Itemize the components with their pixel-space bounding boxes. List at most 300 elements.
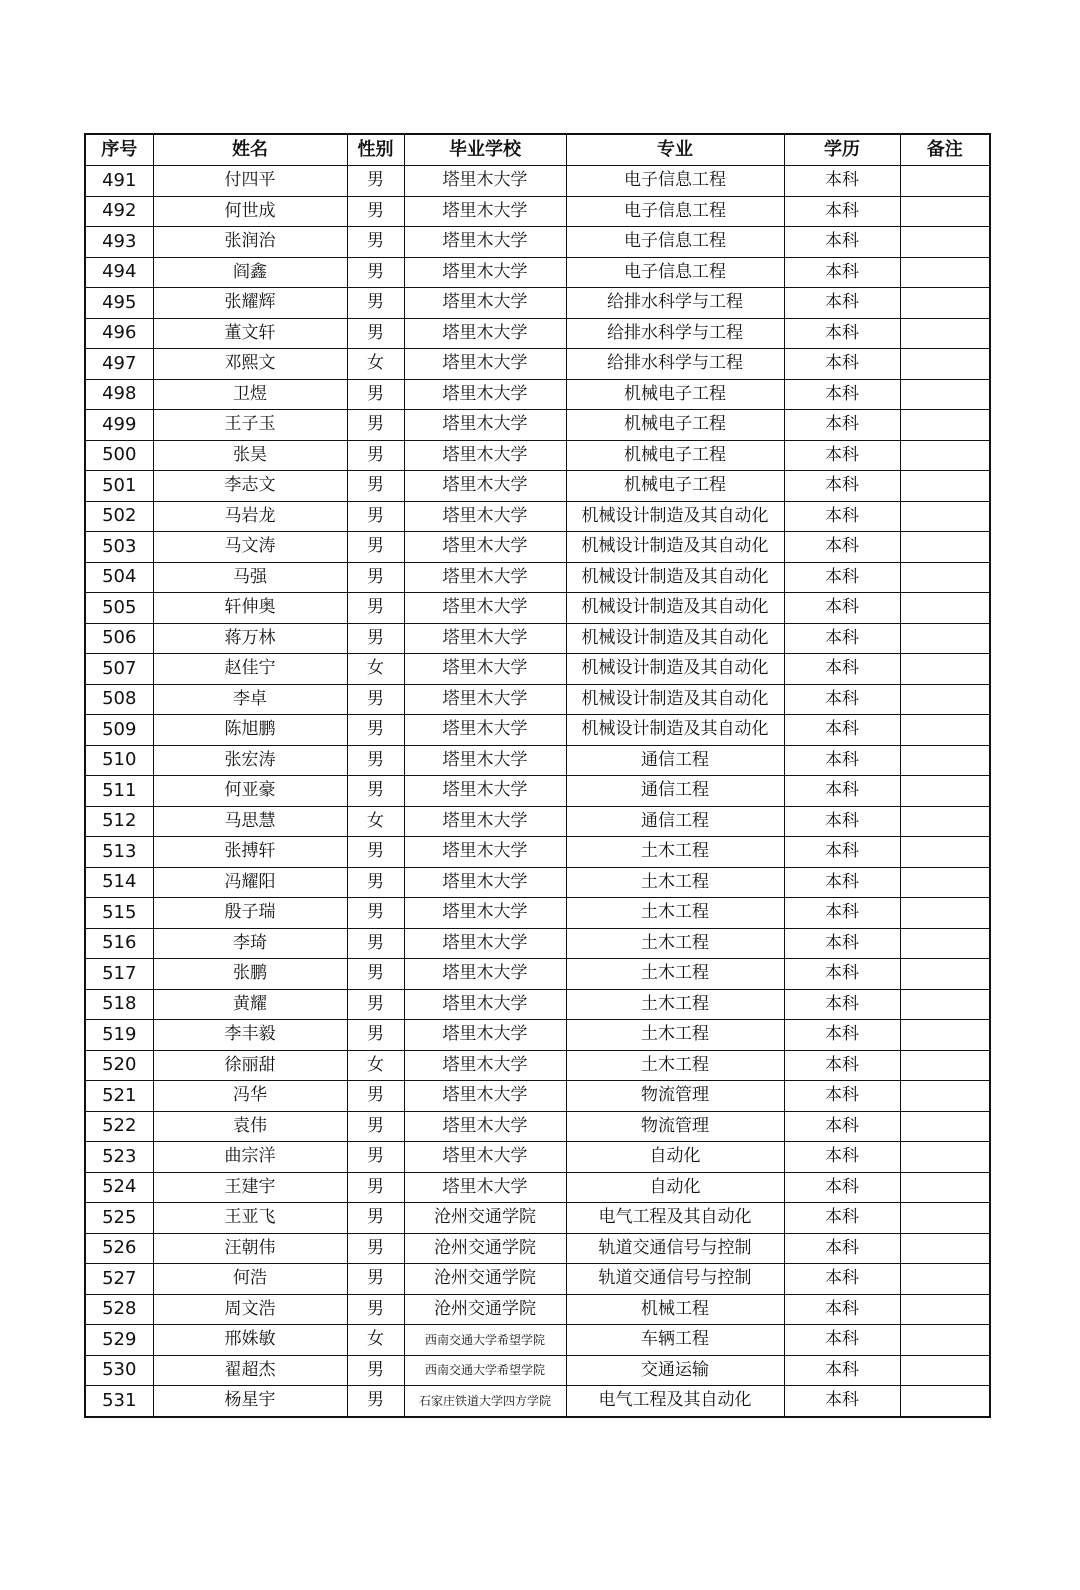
table-row [85,867,990,898]
cell-gender: 男 [347,379,404,410]
cell-school: 塔里木大学 [404,1050,566,1081]
table-row [85,501,990,532]
cell-name: 曲宗洋 [153,1142,347,1173]
cell-school: 塔里木大学 [404,989,566,1020]
cell-no: 501 [85,471,153,502]
cell-degree: 本科 [784,1203,900,1234]
cell-gender: 男 [347,1020,404,1051]
cell-school: 沧州交通学院 [404,1233,566,1264]
cell-note [900,989,990,1020]
cell-school: 塔里木大学 [404,288,566,319]
cell-degree: 本科 [784,1081,900,1112]
cell-name: 陈旭鹏 [153,715,347,746]
cell-major: 土木工程 [566,1050,784,1081]
table-row [85,1020,990,1051]
cell-gender: 女 [347,349,404,380]
cell-major: 物流管理 [566,1111,784,1142]
cell-school: 塔里木大学 [404,196,566,227]
table-row [85,379,990,410]
table-row [85,654,990,685]
cell-note [900,440,990,471]
cell-school: 沧州交通学院 [404,1264,566,1295]
cell-gender: 男 [347,623,404,654]
cell-gender: 男 [347,1386,404,1417]
cell-major: 机械设计制造及其自动化 [566,532,784,563]
cell-no: 491 [85,166,153,197]
cell-name: 张耀辉 [153,288,347,319]
cell-school: 塔里木大学 [404,471,566,502]
cell-name: 马强 [153,562,347,593]
cell-gender: 女 [347,1325,404,1356]
cell-major: 通信工程 [566,745,784,776]
table-row [85,1325,990,1356]
cell-no: 530 [85,1355,153,1386]
cell-major: 土木工程 [566,867,784,898]
cell-degree: 本科 [784,532,900,563]
cell-name: 冯耀阳 [153,867,347,898]
cell-no: 518 [85,989,153,1020]
cell-major: 给排水科学与工程 [566,318,784,349]
table-row [85,532,990,563]
cell-degree: 本科 [784,1142,900,1173]
cell-gender: 男 [347,715,404,746]
cell-no: 513 [85,837,153,868]
header-gender: 性别 [347,134,404,166]
cell-no: 503 [85,532,153,563]
table-row [85,1355,990,1386]
cell-name: 张昊 [153,440,347,471]
cell-note [900,471,990,502]
cell-school: 沧州交通学院 [404,1203,566,1234]
table-row [85,806,990,837]
cell-degree: 本科 [784,410,900,441]
cell-major: 通信工程 [566,806,784,837]
cell-degree: 本科 [784,1325,900,1356]
cell-major: 机械设计制造及其自动化 [566,715,784,746]
cell-name: 卫煜 [153,379,347,410]
cell-name: 杨星宇 [153,1386,347,1417]
table-row [85,1142,990,1173]
header-school: 毕业学校 [404,134,566,166]
cell-no: 508 [85,684,153,715]
cell-gender: 男 [347,989,404,1020]
cell-name: 马文涛 [153,532,347,563]
cell-no: 498 [85,379,153,410]
table-row [85,1203,990,1234]
table-row [85,593,990,624]
cell-note [900,166,990,197]
cell-major: 机械电子工程 [566,471,784,502]
table-row [85,166,990,197]
cell-gender: 男 [347,1203,404,1234]
table-row [85,715,990,746]
cell-degree: 本科 [784,166,900,197]
cell-gender: 男 [347,898,404,929]
cell-name: 王子玉 [153,410,347,441]
cell-note [900,1203,990,1234]
cell-note [900,288,990,319]
cell-degree: 本科 [784,440,900,471]
cell-gender: 男 [347,1264,404,1295]
table-row [85,1233,990,1264]
cell-name: 董文轩 [153,318,347,349]
cell-major: 交通运输 [566,1355,784,1386]
cell-school: 塔里木大学 [404,1020,566,1051]
cell-name: 周文浩 [153,1294,347,1325]
cell-gender: 女 [347,654,404,685]
cell-note [900,379,990,410]
cell-gender: 男 [347,318,404,349]
cell-school: 塔里木大学 [404,379,566,410]
cell-no: 495 [85,288,153,319]
cell-note [900,715,990,746]
cell-name: 黄耀 [153,989,347,1020]
cell-gender: 男 [347,684,404,715]
cell-school: 塔里木大学 [404,501,566,532]
cell-school: 塔里木大学 [404,562,566,593]
cell-no: 524 [85,1172,153,1203]
cell-note [900,318,990,349]
cell-name: 赵佳宁 [153,654,347,685]
cell-major: 电子信息工程 [566,227,784,258]
table-row [85,1050,990,1081]
cell-degree: 本科 [784,654,900,685]
cell-note [900,257,990,288]
cell-no: 527 [85,1264,153,1295]
cell-gender: 男 [347,410,404,441]
cell-note [900,410,990,441]
cell-gender: 男 [347,1233,404,1264]
cell-school: 石家庄铁道大学四方学院 [404,1386,566,1417]
table-row [85,623,990,654]
cell-major: 机械电子工程 [566,440,784,471]
cell-name: 袁伟 [153,1111,347,1142]
cell-gender: 男 [347,166,404,197]
cell-major: 土木工程 [566,898,784,929]
cell-major: 土木工程 [566,1020,784,1051]
cell-school: 塔里木大学 [404,959,566,990]
cell-no: 510 [85,745,153,776]
cell-major: 电气工程及其自动化 [566,1203,784,1234]
cell-note [900,1233,990,1264]
cell-school: 塔里木大学 [404,806,566,837]
cell-name: 何浩 [153,1264,347,1295]
cell-degree: 本科 [784,257,900,288]
cell-note [900,776,990,807]
cell-degree: 本科 [784,1294,900,1325]
table-row [85,1294,990,1325]
table-header [85,134,990,166]
cell-name: 李琦 [153,928,347,959]
cell-no: 511 [85,776,153,807]
cell-major: 机械设计制造及其自动化 [566,501,784,532]
cell-major: 机械设计制造及其自动化 [566,623,784,654]
cell-name: 付四平 [153,166,347,197]
cell-name: 张鹏 [153,959,347,990]
table-row [85,1264,990,1295]
cell-no: 529 [85,1325,153,1356]
cell-note [900,898,990,929]
cell-degree: 本科 [784,471,900,502]
cell-no: 520 [85,1050,153,1081]
cell-name: 马思慧 [153,806,347,837]
table-row [85,837,990,868]
cell-no: 522 [85,1111,153,1142]
cell-note [900,562,990,593]
table-row [85,989,990,1020]
cell-school: 塔里木大学 [404,928,566,959]
cell-gender: 男 [347,837,404,868]
table-row [85,776,990,807]
cell-name: 汪朝伟 [153,1233,347,1264]
cell-no: 531 [85,1386,153,1417]
cell-degree: 本科 [784,806,900,837]
table-row [85,928,990,959]
cell-degree: 本科 [784,715,900,746]
cell-degree: 本科 [784,623,900,654]
cell-school: 塔里木大学 [404,898,566,929]
cell-school: 塔里木大学 [404,654,566,685]
cell-school: 塔里木大学 [404,623,566,654]
cell-gender: 男 [347,1111,404,1142]
cell-no: 497 [85,349,153,380]
table-row [85,196,990,227]
cell-school: 塔里木大学 [404,867,566,898]
cell-major: 电子信息工程 [566,196,784,227]
cell-degree: 本科 [784,349,900,380]
cell-degree: 本科 [784,1050,900,1081]
cell-note [900,837,990,868]
cell-name: 邓熙文 [153,349,347,380]
cell-school: 塔里木大学 [404,1142,566,1173]
cell-major: 通信工程 [566,776,784,807]
cell-school: 塔里木大学 [404,745,566,776]
cell-degree: 本科 [784,898,900,929]
cell-note [900,1355,990,1386]
cell-major: 土木工程 [566,928,784,959]
cell-major: 机械电子工程 [566,379,784,410]
cell-school: 塔里木大学 [404,1172,566,1203]
table-body [85,166,990,1417]
table-row [85,471,990,502]
cell-gender: 男 [347,532,404,563]
cell-degree: 本科 [784,989,900,1020]
cell-name: 何世成 [153,196,347,227]
cell-gender: 男 [347,593,404,624]
cell-note [900,1020,990,1051]
table-row [85,898,990,929]
cell-note [900,1294,990,1325]
cell-name: 殷子瑞 [153,898,347,929]
cell-major: 轨道交通信号与控制 [566,1233,784,1264]
table-row [85,1111,990,1142]
cell-degree: 本科 [784,837,900,868]
table-row [85,1081,990,1112]
cell-school: 塔里木大学 [404,837,566,868]
cell-school: 西南交通大学希望学院 [404,1325,566,1356]
cell-degree: 本科 [784,562,900,593]
cell-school: 沧州交通学院 [404,1294,566,1325]
cell-note [900,227,990,258]
cell-no: 523 [85,1142,153,1173]
cell-gender: 男 [347,776,404,807]
cell-note [900,1142,990,1173]
table-row [85,257,990,288]
cell-major: 土木工程 [566,959,784,990]
header-major: 专业 [566,134,784,166]
cell-school: 塔里木大学 [404,166,566,197]
cell-degree: 本科 [784,227,900,258]
table-row [85,959,990,990]
cell-school: 塔里木大学 [404,440,566,471]
cell-school: 塔里木大学 [404,1111,566,1142]
cell-name: 李卓 [153,684,347,715]
cell-no: 519 [85,1020,153,1051]
cell-no: 507 [85,654,153,685]
table-row [85,227,990,258]
cell-gender: 男 [347,562,404,593]
cell-note [900,196,990,227]
cell-major: 给排水科学与工程 [566,288,784,319]
table-row [85,349,990,380]
cell-no: 493 [85,227,153,258]
cell-no: 512 [85,806,153,837]
cell-major: 轨道交通信号与控制 [566,1264,784,1295]
cell-no: 521 [85,1081,153,1112]
cell-major: 给排水科学与工程 [566,349,784,380]
cell-school: 塔里木大学 [404,1081,566,1112]
cell-gender: 男 [347,227,404,258]
cell-note [900,1081,990,1112]
table-row [85,1386,990,1417]
cell-school: 塔里木大学 [404,227,566,258]
cell-name: 轩伸奥 [153,593,347,624]
cell-note [900,532,990,563]
cell-note [900,806,990,837]
cell-major: 车辆工程 [566,1325,784,1356]
cell-name: 张搏轩 [153,837,347,868]
cell-school: 西南交通大学希望学院 [404,1355,566,1386]
cell-major: 电子信息工程 [566,257,784,288]
cell-note [900,928,990,959]
cell-degree: 本科 [784,959,900,990]
cell-no: 496 [85,318,153,349]
cell-gender: 男 [347,288,404,319]
table-row [85,318,990,349]
cell-no: 505 [85,593,153,624]
cell-no: 514 [85,867,153,898]
cell-major: 电子信息工程 [566,166,784,197]
cell-gender: 男 [347,1081,404,1112]
cell-gender: 女 [347,1050,404,1081]
cell-gender: 男 [347,1172,404,1203]
cell-major: 机械设计制造及其自动化 [566,593,784,624]
cell-degree: 本科 [784,1233,900,1264]
cell-degree: 本科 [784,867,900,898]
cell-major: 电气工程及其自动化 [566,1386,784,1417]
cell-name: 冯华 [153,1081,347,1112]
cell-note [900,1264,990,1295]
cell-gender: 男 [347,1355,404,1386]
cell-name: 蒋万林 [153,623,347,654]
cell-note [900,1325,990,1356]
cell-major: 机械设计制造及其自动化 [566,684,784,715]
cell-degree: 本科 [784,318,900,349]
cell-note [900,1386,990,1417]
cell-major: 自动化 [566,1142,784,1173]
cell-name: 李志文 [153,471,347,502]
cell-no: 528 [85,1294,153,1325]
cell-note [900,1111,990,1142]
cell-degree: 本科 [784,196,900,227]
cell-name: 张宏涛 [153,745,347,776]
cell-note [900,867,990,898]
cell-gender: 男 [347,196,404,227]
cell-name: 邢姝敏 [153,1325,347,1356]
cell-no: 525 [85,1203,153,1234]
cell-no: 499 [85,410,153,441]
cell-gender: 男 [347,959,404,990]
cell-no: 515 [85,898,153,929]
cell-gender: 男 [347,745,404,776]
cell-no: 502 [85,501,153,532]
cell-major: 物流管理 [566,1081,784,1112]
cell-no: 517 [85,959,153,990]
cell-no: 506 [85,623,153,654]
cell-no: 526 [85,1233,153,1264]
cell-degree: 本科 [784,928,900,959]
cell-name: 王建宇 [153,1172,347,1203]
header-note: 备注 [900,134,990,166]
cell-major: 土木工程 [566,989,784,1020]
cell-degree: 本科 [784,745,900,776]
cell-name: 翟超杰 [153,1355,347,1386]
cell-gender: 男 [347,1142,404,1173]
cell-major: 机械工程 [566,1294,784,1325]
table-row [85,684,990,715]
cell-name: 张润治 [153,227,347,258]
cell-name: 马岩龙 [153,501,347,532]
table-row [85,745,990,776]
cell-degree: 本科 [784,1020,900,1051]
cell-major: 自动化 [566,1172,784,1203]
cell-gender: 男 [347,257,404,288]
header-no: 序号 [85,134,153,166]
cell-note [900,684,990,715]
cell-degree: 本科 [784,288,900,319]
cell-note [900,349,990,380]
cell-no: 509 [85,715,153,746]
header-name: 姓名 [153,134,347,166]
cell-school: 塔里木大学 [404,532,566,563]
cell-school: 塔里木大学 [404,776,566,807]
cell-name: 徐丽甜 [153,1050,347,1081]
cell-degree: 本科 [784,684,900,715]
cell-gender: 男 [347,440,404,471]
cell-school: 塔里木大学 [404,593,566,624]
cell-note [900,745,990,776]
roster-table [84,133,991,1418]
cell-gender: 男 [347,928,404,959]
cell-gender: 男 [347,867,404,898]
cell-name: 何亚豪 [153,776,347,807]
cell-name: 李丰毅 [153,1020,347,1051]
cell-major: 机械设计制造及其自动化 [566,562,784,593]
cell-school: 塔里木大学 [404,349,566,380]
cell-no: 504 [85,562,153,593]
cell-note [900,654,990,685]
table-row [85,440,990,471]
